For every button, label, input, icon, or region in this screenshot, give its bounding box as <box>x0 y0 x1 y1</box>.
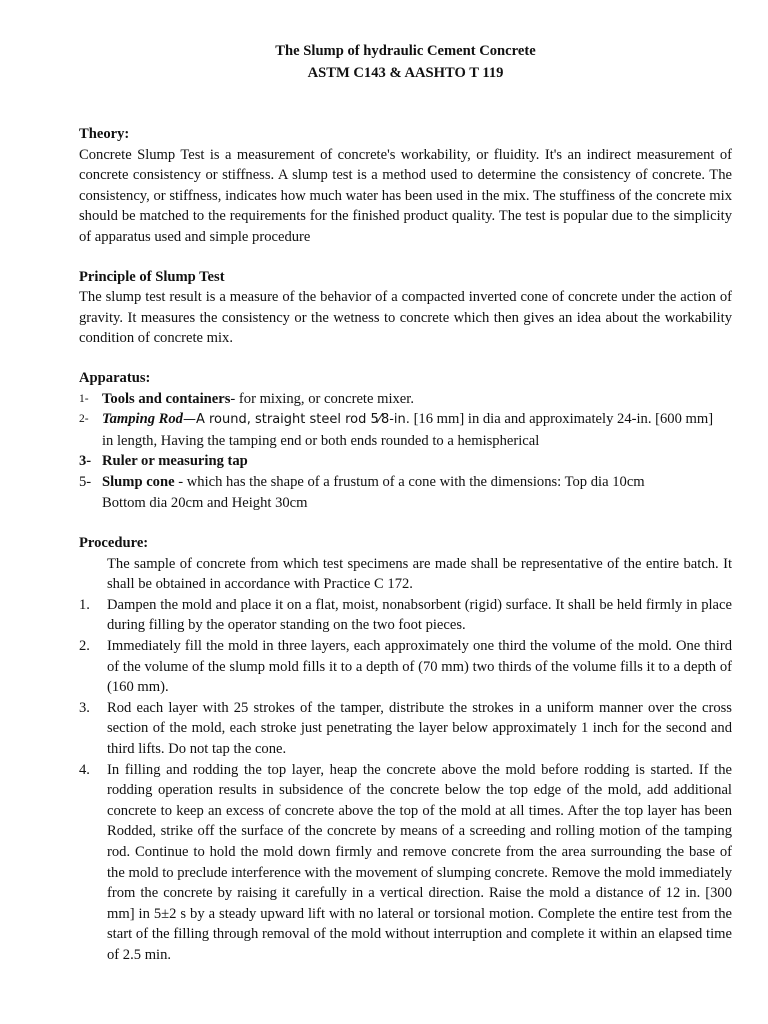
procedure-step-number: 1. <box>79 596 90 613</box>
apparatus-item-name: Ruler or measuring tap <box>102 453 248 470</box>
procedure-step-number: 4. <box>79 761 90 778</box>
apparatus-item <box>79 472 732 493</box>
document-title: The Slump of hydraulic Cement Concrete <box>275 43 536 59</box>
procedure-step-number: 2. <box>79 638 90 655</box>
apparatus-item-number: 2- <box>79 413 89 426</box>
document-subtitle: ASTM C143 & AASHTO T 119 <box>307 65 504 81</box>
procedure-step <box>79 760 732 966</box>
procedure-heading: Procedure: <box>79 535 149 552</box>
theory-heading: Theory: <box>79 126 130 142</box>
apparatus-heading: Apparatus: <box>79 369 151 386</box>
apparatus-item <box>79 389 732 410</box>
procedure-step-number: 3. <box>79 699 90 716</box>
principle-body: The slump test result is a measure of the behavior of a compacted inverted cone of concrete under the action of gravity. It measures the consistency or the wetness to concrete which then gives an idea about the workability condition of concrete mix. <box>79 289 732 347</box>
apparatus-item-name: Slump cone <box>102 473 175 490</box>
apparatus-item-number: 3- <box>79 453 92 470</box>
apparatus-item-text: —A round, straight steel rod 5⁄8-in. <box>182 412 410 428</box>
procedure-intro: The sample of concrete from which test specimens are made shall be representative of the entire batch. It shall be obtained in accordance with Practice C 172. <box>107 555 732 593</box>
apparatus-item <box>79 451 732 472</box>
apparatus-item-number: 5- <box>79 473 92 490</box>
apparatus-item <box>79 409 732 431</box>
apparatus-item-number: 1- <box>79 392 89 405</box>
theory-body: Concrete Slump Test is a measurement of concrete's workability, or fluidity. It's an indirect measurement of concrete consistency or stiffness. A slump test is a method used to determine the consistency of concrete. The consistency, or stiffness, indicates how much water has been used in the mix. The stuffiness of the concrete mix should be matched to the requirements for the finished product quality. The test is popular due to the simplicity of apparatus used and simple procedure <box>79 146 732 245</box>
document-page <box>79 40 732 966</box>
principle-heading: Principle of Slump Test <box>79 268 225 285</box>
apparatus-item-text-line: in length, Having the tamping end or both ends rounded to a hemispherical <box>102 432 540 449</box>
procedure-step-text: Rod each layer with 25 strokes of the tamper, distribute the strokes in a uniform manner over the cross section of the mold, each stroke just penetrating the layer below approximately 1 inch for the second and third lifts. Do not tap the cone. <box>107 699 732 758</box>
procedure-step <box>79 595 732 636</box>
apparatus-item-name: Tools and containers <box>102 390 231 407</box>
apparatus-item-text-line: Bottom dia 20cm and Height 30cm <box>102 494 308 511</box>
apparatus-item-text-cont: [16 mm] in dia and approximately 24-in. [600 mm] <box>409 411 714 428</box>
procedure-step-text: Dampen the mold and place it on a flat, moist, nonabsorbent (rigid) surface. It shall be held firmly in place during filling by the operator standing on the two foot pieces. <box>107 596 732 634</box>
procedure-step-text: Immediately fill the mold in three layers, each approximately one third the volume of the mold. One third of the volume of the slump mold fills it to a depth of (70 mm) two thirds of the volume fills it to a depth of (160 mm). <box>107 638 732 696</box>
apparatus-item-name: Tamping Rod <box>102 411 183 428</box>
apparatus-item-text: - for mixing, or concrete mixer. <box>230 390 414 407</box>
procedure-step <box>79 698 732 760</box>
procedure-step <box>79 636 732 698</box>
apparatus-item-text: - which has the shape of a frustum of a cone with the dimensions: Top dia 10cm <box>174 473 645 490</box>
procedure-step-text: In filling and rodding the top layer, heap the concrete above the mold before rodding is started. If the rodding operation results in subsidence of the concrete below the top edge of the mold, add additional concrete to keep an excess of concrete above the top of the mold at all times. After the top layer has been Rodded, strike off the surface of the concrete by means of a screeding and rolling motion of the tamping rod. Continue to hold the mold down firmly and remove concrete from the area surrounding the base of the mold to preclude interference with the movement of slumping concrete. Remove the mold immediately from the concrete by raising it carefully in a vertical direction. Raise the mold a distance of 12 in. [300 mm] in 5±2 s by a steady upward lift with no lateral or torsional motion. Complete the entire test from the start of the filling through removal of the mold without interruption and complete it within an elapsed time of 2.5 min. <box>107 761 732 963</box>
